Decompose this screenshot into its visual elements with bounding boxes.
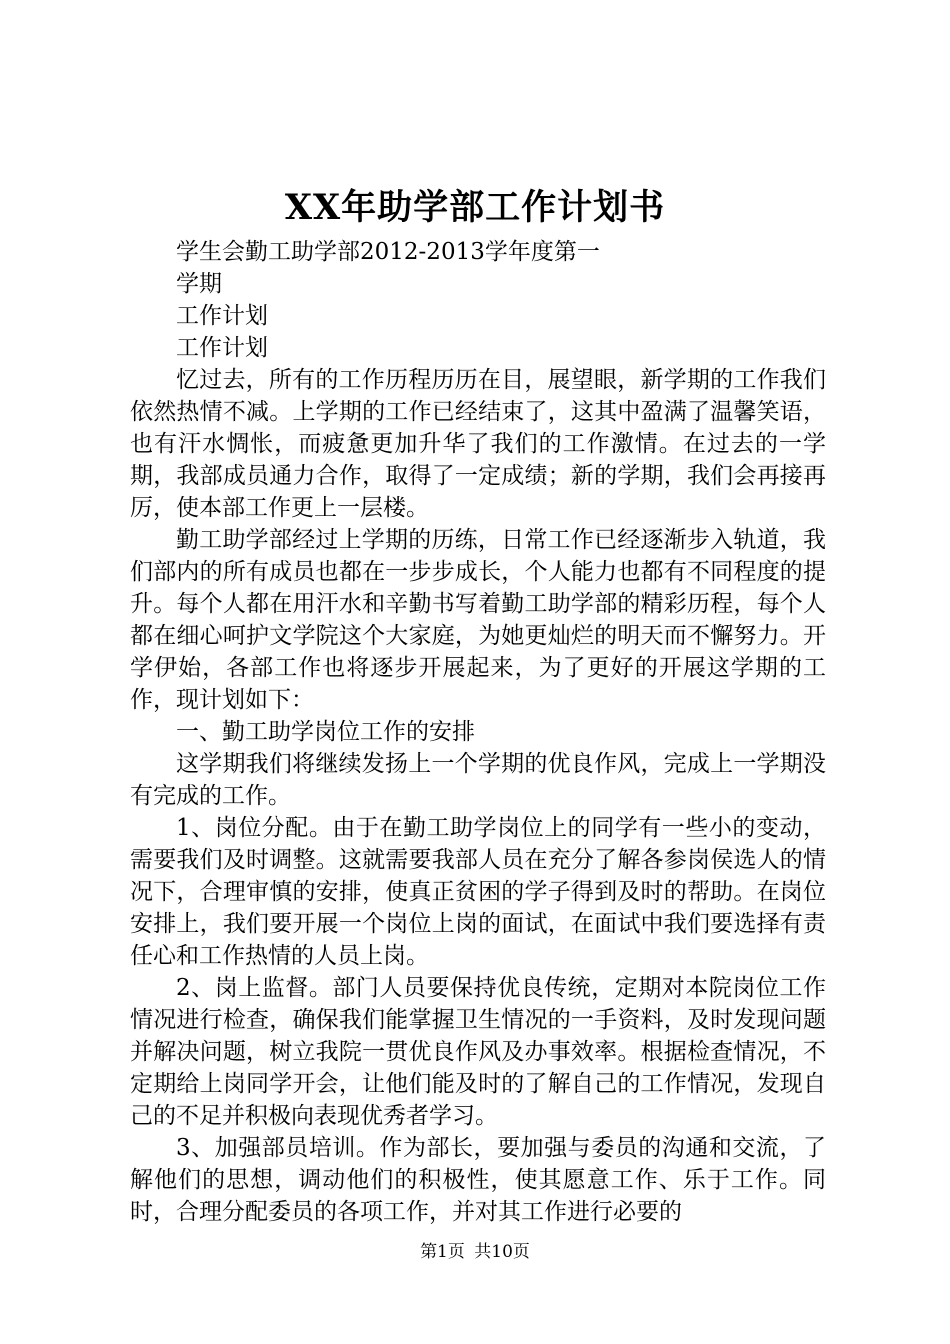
paragraph-line: 学期 xyxy=(176,271,222,297)
section-heading: 一、勤工助学岗位工作的安排 xyxy=(176,719,475,745)
list-item: 3、加强部员培训。作为部长，要加强与委员的沟通和交流，了解他们的思想，调动他们的积极性，使其愿意工作、乐于工作。同时，合理分配委员的各项工作，并对其工作进行必要的 xyxy=(130,1135,826,1225)
paragraph-line: 工作计划 xyxy=(176,303,268,329)
paragraph: 勤工助学部经过上学期的历练，日常工作已经逐渐步入轨道，我们部内的所有成员也都在一步步成长，个人能力也都有不同程度的提升。每个人都在用汗水和辛勤书写着勤工助学部的精彩历程，每个人都在细心呵护文学院这个大家庭，为她更灿烂的明天而不懈努力。开学伊始，各部工作也将逐步开展起来，为了更好的开展这学期的工作，现计划如下： xyxy=(130,527,826,713)
page-footer xyxy=(0,1240,950,1264)
document-body xyxy=(130,236,826,1228)
list-item: 2、岗上监督。部门人员要保持优良传统，定期对本院岗位工作情况进行检查，确保我们能掌握卫生情况的一手资料，及时发现问题并解决问题，树立我院一贯优良作风及办事效率。根据检查情况，不定期给上岗同学开会，让他们能及时的了解自己的工作情况，发现自己的不足并积极向表现优秀者学习。 xyxy=(130,975,826,1129)
page-total: 共10页 xyxy=(474,1242,530,1262)
paragraph-line: 学生会勤工助学部2012-2013学年度第一 xyxy=(176,239,600,265)
paragraph: 这学期我们将继续发扬上一个学期的优良作风，完成上一学期没有完成的工作。 xyxy=(130,751,826,809)
list-item: 1、岗位分配。由于在勤工助学岗位上的同学有一些小的变动，需要我们及时调整。这就需要我部人员在充分了解各参岗侯选人的情况下，合理审慎的安排，使真正贫困的学子得到及时的帮助。在岗位安排上，我们要开展一个岗位上岗的面试，在面试中我们要选择有责任心和工作热情的人员上岗。 xyxy=(130,815,826,969)
paragraph-line: 工作计划 xyxy=(176,335,268,361)
paragraph: 忆过去，所有的工作历程历历在目，展望眼，新学期的工作我们依然热情不减。上学期的工作已经结束了，这其中盈满了温馨笑语，也有汗水惆怅，而疲惫更加升华了我们的工作激情。在过去的一学期，我部成员通力合作，取得了一定成绩；新的学期，我们会再接再厉，使本部工作更上一层楼。 xyxy=(130,367,826,521)
page-number: 第1页 xyxy=(420,1242,465,1262)
document-title: XX年助学部工作计划书 xyxy=(284,187,666,228)
